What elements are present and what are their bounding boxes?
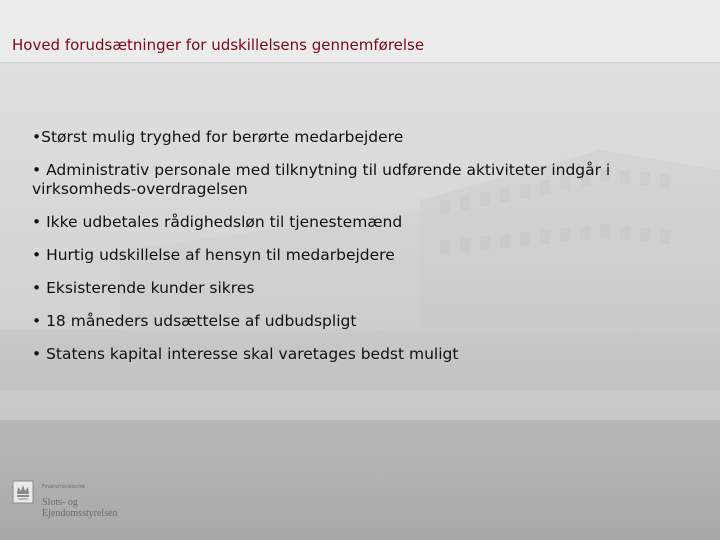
bullet-item: • Hurtig udskillelse af hensyn til medarbejdere bbox=[32, 246, 395, 264]
slide-title: Hoved forudsætninger for udskillelsens gennemførelse bbox=[12, 36, 425, 54]
bullet-list bbox=[32, 128, 682, 378]
bullet-item: • Administrativ personale med tilknytning til udførende aktiviteter indgår i virksomheds-overdragelsen bbox=[32, 161, 611, 198]
ministry-label: Finansministeriet bbox=[42, 484, 85, 490]
bullet-item: • Ikke udbetales rådighedsløn til tjenestemænd bbox=[32, 213, 403, 231]
bullet-item: • 18 måneders udsættelse af udbudspligt bbox=[32, 312, 357, 330]
bullet-item: • Eksisterende kunder sikres bbox=[32, 279, 255, 297]
title-bar bbox=[0, 0, 720, 63]
agency-logo bbox=[12, 478, 152, 528]
crown-icon bbox=[12, 480, 34, 504]
bullet-item: • Statens kapital interesse skal varetages bedst muligt bbox=[32, 345, 459, 363]
agency-name-line2: Ejendomsstyrelsen bbox=[42, 508, 118, 519]
bullet-item: •Størst mulig tryghed for berørte medarbejdere bbox=[32, 128, 404, 146]
agency-name-line1: Slots- og bbox=[42, 497, 78, 508]
